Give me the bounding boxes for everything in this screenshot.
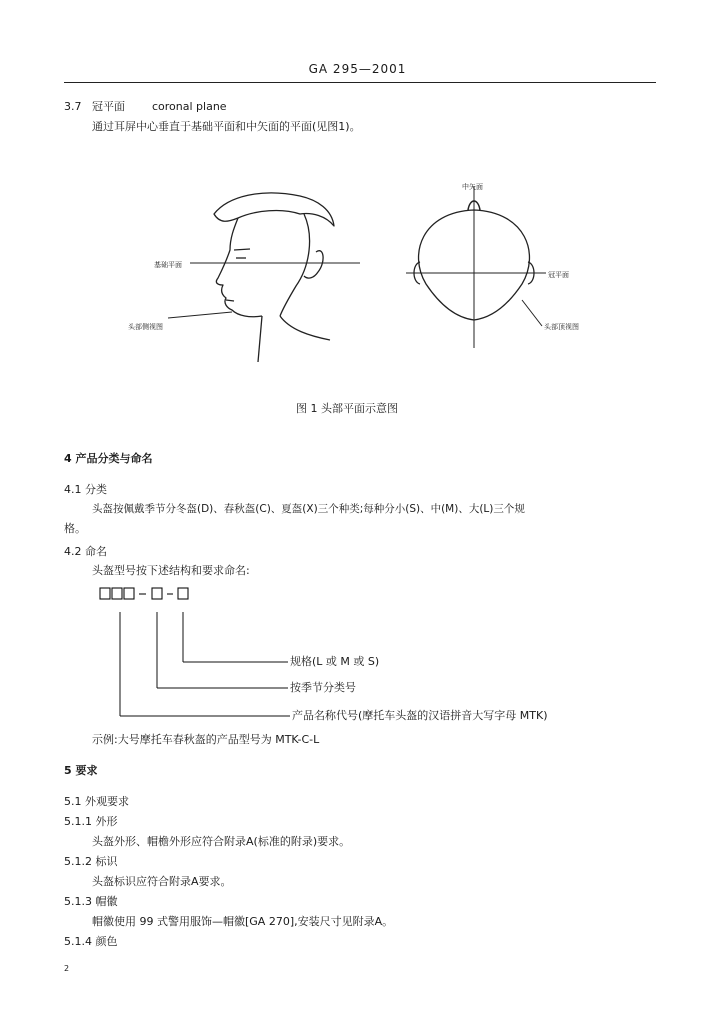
clause-5-1-3-title: 5.1.3 帽徽 [64,895,118,908]
clause-3-7-definition: 通过耳屏中心垂直于基础平面和中矢面的平面(见图1)。 [92,120,361,133]
clause-4-1-text-cont: 格。 [64,522,86,535]
label-basic-plane: 基础平面 [154,261,182,269]
model-leader-lines [120,612,290,716]
section-4-heading: 4 产品分类与命名 [64,452,153,465]
label-mid-sagittal: 中矢面 [462,183,483,191]
clause-5-1-3-text: 帽徽使用 99 式警用服饰—帽徽[GA 270],安装尺寸见附录A。 [92,915,394,928]
label-top-view: 头部顶视图 [544,323,579,331]
naming-example: 示例:大号摩托车春秋盔的产品型号为 MTK-C-L [92,733,320,746]
clause-3-7-number: 3.7 [64,100,82,113]
label-side-view: 头部侧视图 [128,323,163,331]
model-format [0,0,1,1]
clause-5-1-2-text: 头盔标识应符合附录A要求。 [92,875,232,888]
page-number: 2 [64,964,70,973]
clause-3-7-term-en: coronal plane [152,100,227,113]
section-5-heading: 5 要求 [64,764,98,777]
clause-3-7-term: 冠平面 [92,100,125,113]
clause-4-2-text: 头盔型号按下述结构和要求命名: [92,564,250,577]
clause-5-1-title: 5.1 外观要求 [64,795,129,808]
clause-5-1-1-title: 5.1.1 外形 [64,815,118,828]
clause-4-2-title: 4.2 命名 [64,545,107,558]
label-coronal-plane: 冠平面 [548,271,569,279]
standard-code: GA 295—2001 [308,62,407,76]
label-spec: 规格(L 或 M 或 S) [290,655,380,668]
clause-5-1-2-title: 5.1.2 标识 [64,855,118,868]
model-boxes [100,588,188,599]
plane-lines [168,186,546,348]
clause-5-1-4-title: 5.1.4 颜色 [64,935,118,948]
label-season: 按季节分类号 [290,681,356,694]
head-side-view [214,193,334,362]
figure-1-caption: 图 1 头部平面示意图 [296,402,398,415]
label-product-code: 产品名称代号(摩托车头盔的汉语拼音大写字母 MTK) [292,709,548,722]
clause-4-1-text: 头盔按佩戴季节分冬盔(D)、春秋盔(C)、夏盔(X)三个种类;每种分小(S)、中(M)、大(L)三个规 [92,503,525,515]
clause-5-1-1-text: 头盔外形、帽檐外形应符合附录A(标准的附录)要求。 [92,835,351,848]
clause-4-1-title: 4.1 分类 [64,483,107,496]
